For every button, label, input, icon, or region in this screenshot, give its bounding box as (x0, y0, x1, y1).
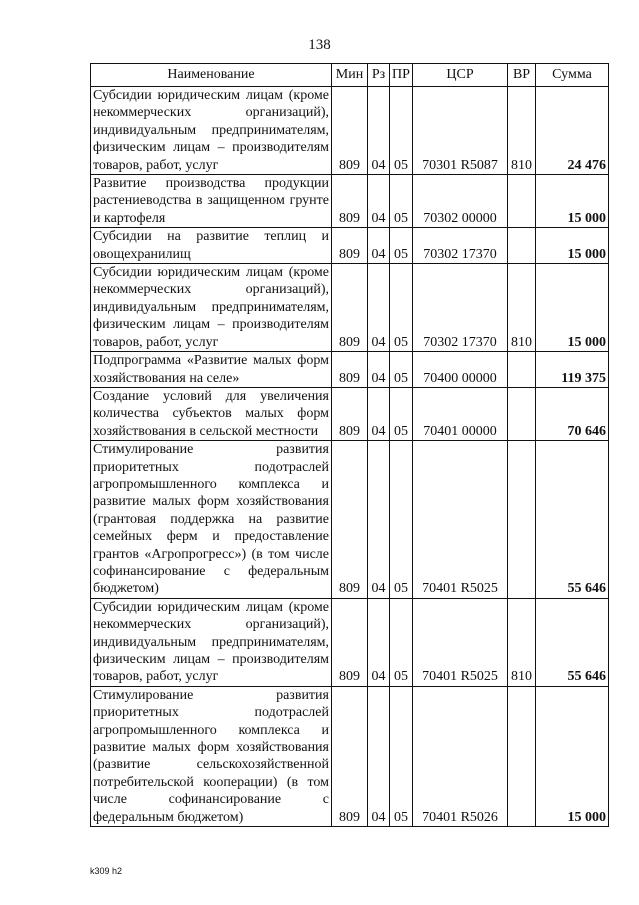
row-vr (508, 686, 536, 826)
table-row (91, 175, 609, 228)
row-name: Стимулирование развития приоритетных подотраслей агропромышленного комплекса и развитие малых форм хозяйствования (развитие сельскохозяйственной потребительской кооперации) (в том числе софинансирование с федеральным бюджетом) (91, 686, 332, 826)
row-sum: 15 000 (536, 228, 609, 264)
row-rz: 04 (368, 598, 390, 686)
table-row (91, 264, 609, 352)
row-pr: 05 (390, 264, 413, 352)
row-csr: 70302 17370 (413, 228, 508, 264)
row-sum: 55 646 (536, 441, 609, 599)
row-sum: 55 646 (536, 598, 609, 686)
row-pr: 05 (390, 387, 413, 440)
row-sum: 15 000 (536, 264, 609, 352)
header-name: Наименование (91, 64, 332, 87)
row-pr: 05 (390, 175, 413, 228)
row-pr: 05 (390, 686, 413, 826)
row-pr: 05 (390, 228, 413, 264)
row-csr: 70401 R5025 (413, 598, 508, 686)
header-csr: ЦСР (413, 64, 508, 87)
row-pr: 05 (390, 352, 413, 388)
row-sum: 119 375 (536, 352, 609, 388)
row-csr: 70401 R5025 (413, 441, 508, 599)
row-min: 809 (332, 228, 368, 264)
row-name: Субсидии юридическим лицам (кроме некоммерческих организаций), индивидуальным предпринимателям, физическим лицам – производителям товаров, работ, услуг (91, 87, 332, 175)
row-min: 809 (332, 598, 368, 686)
page-number: 138 (308, 37, 331, 53)
table-row (91, 87, 609, 175)
row-min: 809 (332, 264, 368, 352)
budget-table (90, 63, 609, 827)
row-csr: 70400 00000 (413, 352, 508, 388)
row-name: Создание условий для увеличения количества субъектов малых форм хозяйствования в сельской местности (91, 387, 332, 440)
row-rz: 04 (368, 686, 390, 826)
row-name: Развитие производства продукции растениеводства в защищенном грунте и картофеля (91, 175, 332, 228)
row-vr: 810 (508, 598, 536, 686)
row-vr (508, 387, 536, 440)
table-row (91, 686, 609, 826)
row-vr (508, 441, 536, 599)
row-min: 809 (332, 686, 368, 826)
row-name: Стимулирование развития приоритетных подотраслей агропромышленного комплекса и развитие малых форм хозяйствования (грантовая поддержка на развитие семейных ферм и предоставление грантов «Агропрогресс») (в том числе софинансирование с федеральным бюджетом) (91, 441, 332, 599)
row-min: 809 (332, 352, 368, 388)
table-header-row (91, 64, 609, 87)
header-pr: ПР (390, 64, 413, 87)
row-min: 809 (332, 441, 368, 599)
row-csr: 70401 00000 (413, 387, 508, 440)
table-row (91, 228, 609, 264)
row-vr (508, 175, 536, 228)
row-vr: 810 (508, 87, 536, 175)
row-sum: 15 000 (536, 175, 609, 228)
row-name: Субсидии юридическим лицам (кроме некоммерческих организаций), индивидуальным предпринимателям, физическим лицам – производителям товаров, работ, услуг (91, 264, 332, 352)
row-min: 809 (332, 175, 368, 228)
row-pr: 05 (390, 87, 413, 175)
row-rz: 04 (368, 87, 390, 175)
header-sum: Сумма (536, 64, 609, 87)
row-csr: 70302 00000 (413, 175, 508, 228)
row-name: Подпрограмма «Развитие малых форм хозяйствования на селе» (91, 352, 332, 388)
row-pr: 05 (390, 441, 413, 599)
row-rz: 04 (368, 264, 390, 352)
row-rz: 04 (368, 175, 390, 228)
row-sum: 15 000 (536, 686, 609, 826)
header-rz: Рз (368, 64, 390, 87)
row-vr (508, 352, 536, 388)
row-min: 809 (332, 387, 368, 440)
row-rz: 04 (368, 441, 390, 599)
footer-code: k309 h2 (90, 866, 123, 876)
row-vr: 810 (508, 264, 536, 352)
table-row (91, 352, 609, 388)
row-rz: 04 (368, 352, 390, 388)
table-row (91, 598, 609, 686)
row-name: Субсидии юридическим лицам (кроме некоммерческих организаций), индивидуальным предпринимателям, физическим лицам – производителям товаров, работ, услуг (91, 598, 332, 686)
header-min: Мин (332, 64, 368, 87)
row-sum: 24 476 (536, 87, 609, 175)
row-min: 809 (332, 87, 368, 175)
row-rz: 04 (368, 387, 390, 440)
row-pr: 05 (390, 598, 413, 686)
row-rz: 04 (368, 228, 390, 264)
table-row (91, 387, 609, 440)
row-name: Субсидии на развитие теплиц и овощехранилищ (91, 228, 332, 264)
row-csr: 70301 R5087 (413, 87, 508, 175)
table-row (91, 441, 609, 599)
row-vr (508, 228, 536, 264)
header-vr: ВР (508, 64, 536, 87)
row-csr: 70401 R5026 (413, 686, 508, 826)
row-csr: 70302 17370 (413, 264, 508, 352)
row-sum: 70 646 (536, 387, 609, 440)
